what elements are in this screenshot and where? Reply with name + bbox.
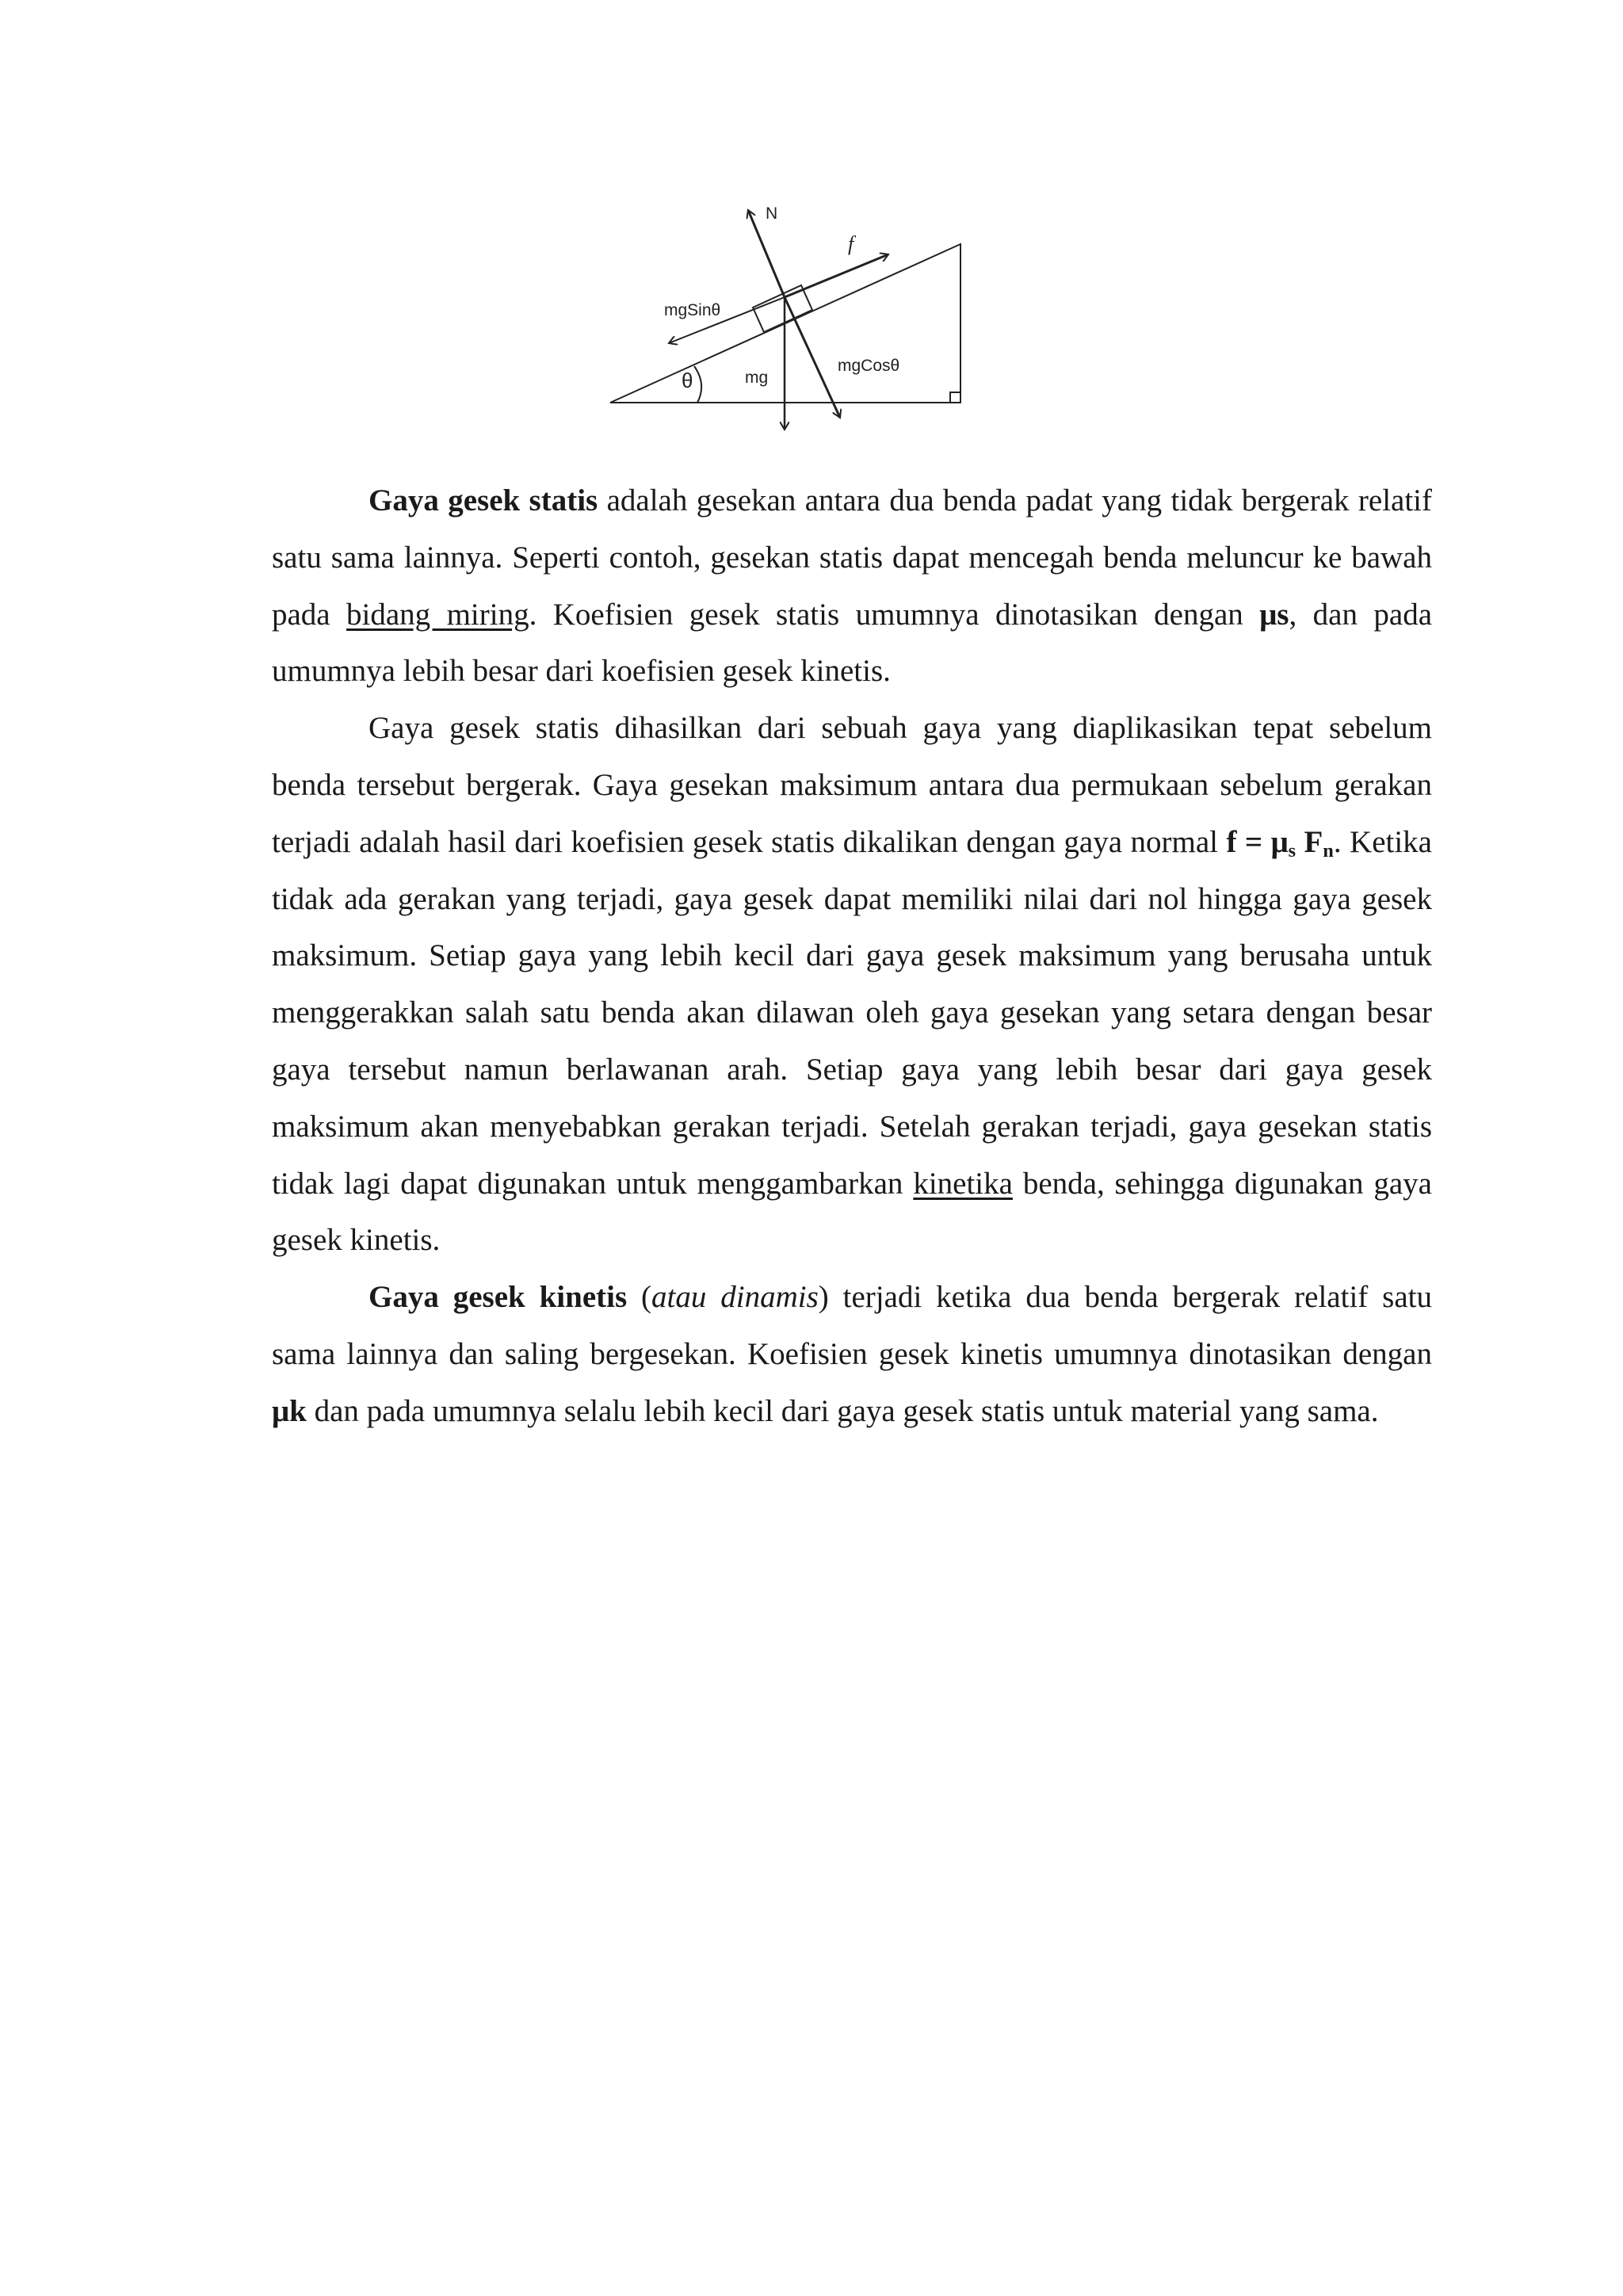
paragraph-max-friction: Gaya gesek statis dihasilkan dari sebuah gaya yang diaplikasikan tepat sebelum benda tersebut bergerak. Gaya gesekan maksimum antara dua permukaan sebelum gerakan terjadi adalah hasil dari koefisien gesek statis dikalikan dengan gaya normal $f = \mu_s$ $F_n$. Ketika tidak ada gerakan yang terjadi, gaya gesek dapat memiliki nilai dari nol hingga gaya gesek maksimum. Setiap gaya yang lebih kecil dari gaya gesek maksimum yang berusaha untuk menggerakkan salah satu benda akan dilawan oleh gaya gesekan yang setara dengan besar gaya tersebut namun berlawanan arah. Setiap gaya yang lebih besar dari gaya gesek maksimum akan menyebabkan gerakan terjadi. Setelah gerakan terjadi, gaya gesekan statis tidak lagi dapat digunakan untuk menggambarkan kinetika benda, sehingga digunakan gaya gesek kinetis.	[272, 711, 1432, 1258]
paragraph-static-friction: Gaya gesek statis adalah gesekan antara dua benda padat yang tidak bergerak relatif satu sama lainnya. Seperti contoh, gesekan statis dapat mencegah benda meluncur ke bawah pada bidang miring. Koefisien gesek statis umumnya dinotasikan dengan μs, dan pada umumnya lebih besar dari koefisien gesek kinetis.	[272, 483, 1432, 689]
label-friction: f	[848, 232, 854, 255]
label-normal: N	[766, 204, 778, 223]
paragraph-kinetic-friction: Gaya gesek kinetis (atau dinamis) terjadi ketika dua benda bergerak relatif satu sama lainnya dan saling bergesekan. Koefisien gesek kinetis umumnya dinotasikan dengan μk dan pada umumnya selalu lebih kecil dari gaya gesek statis untuk material yang sama.	[272, 1280, 1432, 1428]
label-mgsin: mgSinθ	[664, 301, 721, 319]
label-mgcos: mgCosθ	[838, 357, 900, 375]
right-angle-mark	[950, 392, 960, 403]
link-kinetika[interactable]: kinetika	[913, 1166, 1013, 1201]
inclined-plane-diagram	[586, 190, 983, 444]
force-diagram-svg	[586, 190, 983, 444]
label-theta: θ	[682, 369, 693, 392]
friction-arrow	[785, 254, 888, 297]
link-bidang-miring[interactable]: bidang miring	[346, 597, 529, 632]
formula-fn: $F_n$	[1296, 824, 1334, 861]
term-kinetic-friction: Gaya gesek kinetis	[369, 1280, 628, 1315]
symbol-mu-s: μs	[1259, 597, 1289, 632]
formula-mu: $\mu_s$	[1270, 824, 1296, 861]
normal-arrow	[748, 210, 785, 297]
term-static-friction: Gaya gesek statis	[369, 483, 598, 518]
symbol-mu-k: μk	[272, 1393, 307, 1428]
label-mg: mg	[745, 369, 769, 387]
document-body	[272, 472, 1432, 1440]
angle-arc	[694, 366, 701, 403]
formula-f-equals: f =	[1226, 824, 1271, 859]
mgcos-arrow	[785, 297, 840, 418]
italic-atau-dinamis: atau dinamis	[651, 1280, 819, 1315]
